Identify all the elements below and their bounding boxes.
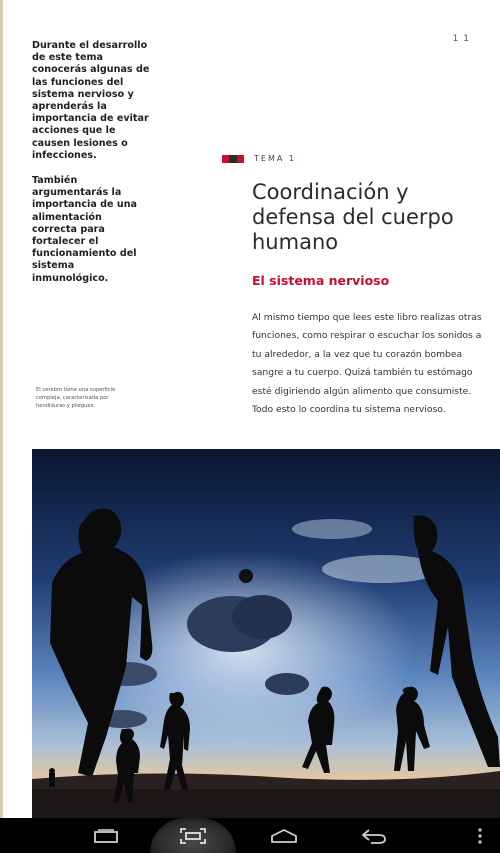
recent-apps-button[interactable] (84, 818, 128, 853)
home-button[interactable] (262, 818, 306, 853)
back-button[interactable] (352, 818, 396, 853)
intro-paragraph: Durante el desarrollo de este tema conocerás algunas de las funciones del sistema nervioso y aprenderás la importancia de evitar acciones que le causen lesiones o infecciones. (32, 40, 150, 161)
page-title: Coordinación y defensa del cuerpo humano (252, 180, 454, 254)
back-icon (361, 828, 387, 844)
section-subtitle: El sistema nervioso (252, 273, 390, 288)
soccer-silhouette-photo (32, 449, 500, 818)
theme-label: TEMA (254, 154, 285, 163)
theme-number: 1 (288, 154, 296, 163)
recent-apps-icon (94, 829, 118, 843)
overflow-menu-button[interactable] (468, 818, 492, 853)
image-caption: El cerebro tiene una superficie compleja, caracterizada por hendiduras y pliegues. (36, 387, 116, 409)
overflow-menu-icon (477, 828, 483, 844)
system-navigation-bar (0, 818, 500, 853)
intro-text (32, 40, 150, 298)
body-paragraph: Al mismo tiempo que lees este libro realizas otras funciones, como respirar o escuchar los sonidos a tu alrededor, a la vez que tu corazón bombea sangre a tu cuerpo. Quizá también tu estómago esté digiriendo algún alimento que consumiste. Todo esto lo coordina tu sistema nervioso. (252, 312, 482, 416)
page-number: 1 1 (452, 34, 470, 44)
intro-paragraph: También argumentarás la importancia de una alimentación correcta para fortalecer el funcionamiento del sistema inmunológico. (32, 175, 138, 284)
home-icon (270, 829, 298, 843)
screenshot-icon (180, 828, 206, 844)
theme-marker (222, 154, 296, 163)
page-edge (0, 0, 3, 818)
theme-flag-icon (222, 155, 244, 163)
screenshot-button[interactable] (150, 818, 236, 853)
